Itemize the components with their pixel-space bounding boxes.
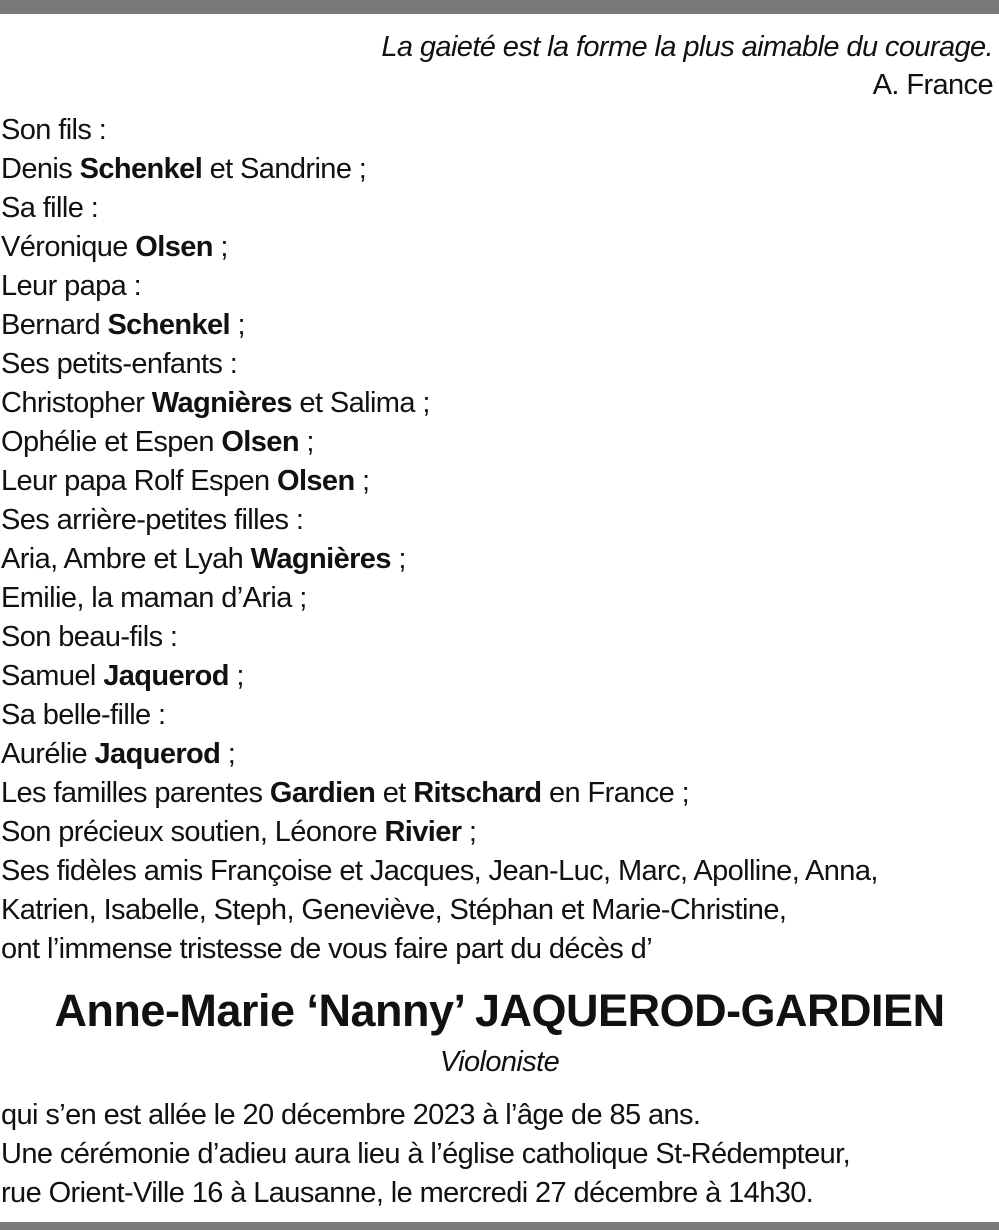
surname: Olsen [221, 426, 299, 458]
family-line [1, 579, 991, 618]
line-text: Véronique [1, 231, 136, 263]
line-text: ; [220, 738, 236, 770]
family-line [1, 774, 991, 813]
line-text: Sa belle-fille : [1, 699, 166, 731]
family-line [1, 813, 991, 852]
line-text: et [375, 777, 414, 809]
family-line [1, 423, 991, 462]
line-text: Katrien, Isabelle, Steph, Geneviève, Stéphan et Marie-Christine, [1, 894, 787, 926]
closing-line: qui s’en est allée le 20 décembre 2023 à l’âge de 85 ans. [1, 1099, 701, 1131]
line-text: ont l’immense tristesse de vous faire part du décès d’ [1, 933, 653, 965]
family-line [1, 540, 991, 579]
line-text: ; [390, 543, 406, 575]
family-line [1, 345, 991, 384]
deceased-role: Violoniste [439, 1046, 560, 1078]
surname: Olsen [276, 465, 355, 497]
line-text: ; [461, 816, 477, 848]
line-text: et Sandrine ; [202, 153, 367, 185]
line-text: Christopher [1, 387, 152, 419]
family-line [1, 696, 991, 735]
line-text: Aria, Ambre et Lyah [1, 543, 251, 575]
family-line [1, 111, 991, 150]
line-text: Ophélie et Espen [1, 426, 222, 458]
line-text: Ses fidèles amis Françoise et Jacques, Jean-Luc, Marc, Apolline, Anna, [1, 855, 878, 887]
surname: Ritschard [413, 777, 542, 809]
top-divider [0, 0, 999, 14]
surname: Schenkel [107, 309, 230, 341]
family-list [1, 111, 991, 969]
line-text: Aurélie [1, 738, 95, 770]
line-text: et Salima ; [291, 387, 430, 419]
family-line [1, 852, 991, 891]
surname: Schenkel [79, 153, 203, 185]
line-text: Leur papa Rolf Espen [1, 465, 277, 497]
family-line [1, 657, 991, 696]
epigraph [381, 28, 993, 104]
line-text: Denis [1, 153, 80, 185]
line-text: Bernard [1, 309, 108, 341]
line-text: Emilie, la maman d’Aria ; [1, 582, 307, 614]
line-text: Sa fille : [1, 192, 99, 224]
family-line [1, 462, 991, 501]
line-text: Leur papa : [1, 270, 142, 302]
family-line [1, 930, 991, 969]
line-text: Son beau-fils : [1, 621, 178, 653]
closing-line: rue Orient-Ville 16 à Lausanne, le mercredi 27 décembre à 14h30. [1, 1177, 814, 1209]
ceremony-details [1, 1096, 991, 1213]
family-line [1, 618, 991, 657]
surname: Jaquerod [94, 738, 221, 770]
family-line [1, 306, 991, 345]
family-line [1, 891, 991, 930]
family-line [1, 189, 991, 228]
surname: Wagnières [250, 543, 391, 575]
closing-line: Une cérémonie d’adieu aura lieu à l’église catholique St-Rédempteur, [1, 1138, 851, 1170]
line-text: ; [212, 231, 228, 263]
family-line [1, 501, 991, 540]
surname: Wagnières [151, 387, 292, 419]
surname: Rivier [384, 816, 462, 848]
family-line [1, 735, 991, 774]
line-text: Son précieux soutien, Léonore [1, 816, 385, 848]
surname: Olsen [135, 231, 213, 263]
family-line [1, 384, 991, 423]
deceased-name: Anne-Marie ‘Nanny’ JAQUEROD-GARDIEN [54, 985, 945, 1036]
family-line [1, 228, 991, 267]
family-line [1, 267, 991, 306]
line-text: Son fils : [1, 114, 107, 146]
surname: Gardien [269, 777, 376, 809]
line-text: Les familles parentes [1, 777, 270, 809]
surname: Jaquerod [103, 660, 229, 692]
bottom-divider [0, 1222, 999, 1230]
epigraph-text: La gaieté est la forme la plus aimable du courage. [381, 31, 993, 63]
line-text: ; [228, 660, 244, 692]
line-text: ; [298, 426, 314, 458]
epigraph-author: A. France [872, 69, 993, 101]
line-text: Ses arrière-petites filles : [1, 504, 304, 536]
family-line [1, 150, 991, 189]
line-text: ; [229, 309, 245, 341]
line-text: Samuel [1, 660, 104, 692]
line-text: Ses petits-enfants : [1, 348, 238, 380]
line-text: en France ; [541, 777, 690, 809]
line-text: ; [354, 465, 370, 497]
